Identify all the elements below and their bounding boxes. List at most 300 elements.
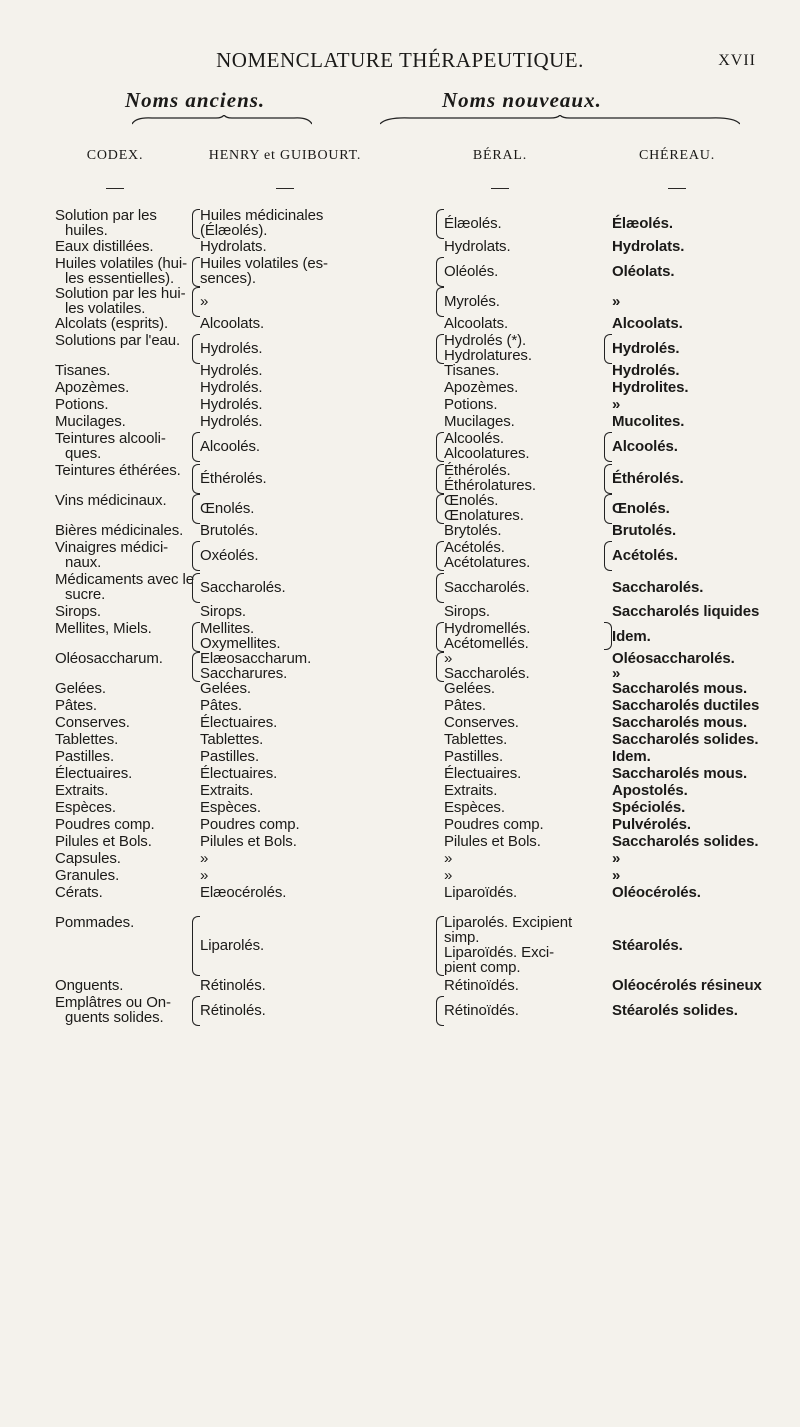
henry-cell	[200, 715, 277, 730]
codex-line: Bières médicinales.	[55, 522, 184, 539]
chereau-line: »	[612, 665, 621, 682]
codex-cell	[55, 681, 106, 696]
codex-line: les volatiles.	[65, 300, 146, 317]
beral-line: Brytolés.	[444, 522, 502, 539]
beral-cell	[444, 766, 521, 781]
chereau-cell	[612, 523, 676, 538]
beral-cell	[444, 216, 502, 231]
beral-cell	[444, 834, 541, 849]
henry-line: Alcoolats.	[200, 315, 265, 332]
henry-cell	[200, 1003, 266, 1018]
codex-line: Apozèmes.	[55, 379, 130, 396]
chereau-cell	[612, 294, 620, 309]
henry-cell	[200, 523, 258, 538]
henry-cell	[200, 978, 266, 993]
group-brace-new	[380, 115, 740, 125]
codex-line: Capsules.	[55, 850, 121, 867]
henry-cell	[200, 548, 258, 563]
henry-line: Œnolés.	[200, 499, 255, 517]
beral-line: Hydrolatures.	[444, 347, 532, 364]
grouping-brace	[192, 494, 200, 524]
codex-line: Médicaments avec le	[55, 571, 194, 588]
beral-line: Saccharolés.	[444, 578, 530, 596]
chereau-cell	[612, 341, 679, 356]
codex-line: Emplâtres ou On-	[55, 994, 171, 1011]
group-brace-old	[132, 115, 312, 125]
grouping-brace	[436, 432, 444, 462]
grouping-brace	[604, 432, 612, 462]
chereau-line: Acétolés.	[612, 546, 678, 564]
beral-cell	[444, 264, 498, 279]
codex-line: Tisanes.	[55, 362, 111, 379]
grouping-brace	[436, 622, 444, 652]
henry-line: Pâtes.	[200, 697, 242, 714]
codex-line: Pilules et Bols.	[55, 833, 152, 850]
chereau-line: Alcoolés.	[612, 437, 678, 455]
beral-cell	[444, 732, 507, 747]
beral-line: »	[444, 850, 453, 867]
beral-line: »	[444, 867, 453, 884]
beral-line: Pastilles.	[444, 748, 504, 765]
beral-line: Acétolatures.	[444, 554, 531, 571]
chereau-line: Saccharolés solides.	[612, 833, 759, 850]
henry-cell	[200, 885, 286, 900]
chereau-line: Apostolés.	[612, 782, 688, 799]
chereau-line: Hydrolats.	[612, 238, 685, 255]
chereau-line: Mucolites.	[612, 413, 685, 430]
henry-cell	[200, 414, 262, 429]
chereau-cell	[612, 681, 747, 696]
codex-cell	[55, 540, 168, 570]
chereau-line: Pulvérolés.	[612, 816, 691, 833]
henry-line: Liparolés.	[200, 936, 265, 954]
henry-line: Brutolés.	[200, 522, 259, 539]
chereau-line: Saccharolés solides.	[612, 731, 759, 748]
beral-cell	[444, 915, 572, 975]
beral-line: Éthérolatures.	[444, 477, 536, 494]
henry-cell	[200, 834, 297, 849]
beral-line: Œnolés.	[444, 492, 499, 509]
henry-cell	[200, 851, 208, 866]
codex-line: Huiles volatiles (hui-	[55, 255, 188, 272]
henry-line: Oxéolés.	[200, 546, 259, 564]
beral-cell	[444, 1003, 519, 1018]
chereau-cell	[612, 766, 747, 781]
dash	[491, 188, 509, 189]
henry-line: Hydrolés.	[200, 396, 263, 413]
beral-line: Tablettes.	[444, 731, 508, 748]
beral-line: Alcoolatures.	[444, 445, 530, 462]
chereau-cell	[612, 817, 691, 832]
grouping-brace	[192, 622, 200, 652]
codex-line: Pastilles.	[55, 748, 115, 765]
chereau-line: »	[612, 396, 621, 413]
chereau-cell	[612, 397, 620, 412]
beral-line: Mucilages.	[444, 413, 515, 430]
codex-line: Solutions par l'eau.	[55, 332, 181, 349]
beral-cell	[444, 715, 519, 730]
beral-line: Électuaires.	[444, 765, 522, 782]
beral-cell	[444, 885, 517, 900]
henry-cell	[200, 749, 259, 764]
codex-cell	[55, 256, 187, 286]
henry-line: Rétinolés.	[200, 1001, 266, 1019]
henry-cell	[200, 783, 253, 798]
beral-cell	[444, 749, 503, 764]
grouping-brace	[192, 464, 200, 494]
beral-cell	[444, 380, 518, 395]
beral-line: Poudres comp.	[444, 816, 544, 833]
chereau-cell	[612, 471, 684, 486]
beral-line: Rétinoïdés.	[444, 1001, 519, 1019]
chereau-line: Éthérolés.	[612, 469, 684, 487]
beral-line: Acétomellés.	[444, 635, 529, 652]
beral-cell	[444, 580, 530, 595]
column-groups	[0, 88, 800, 128]
beral-cell	[444, 463, 536, 493]
codex-cell	[55, 493, 167, 508]
chereau-line: Alcoolats.	[612, 315, 683, 332]
henry-cell	[200, 938, 264, 953]
codex-cell	[55, 915, 134, 930]
chereau-cell	[612, 868, 620, 883]
beral-line: simp.	[444, 929, 480, 946]
chereau-cell	[612, 651, 735, 681]
codex-line: Pâtes.	[55, 697, 97, 714]
chereau-cell	[612, 363, 679, 378]
grouping-brace	[604, 464, 612, 494]
henry-line: Elæosaccharum.	[200, 650, 312, 667]
chereau-line: Oléocérolés résineux	[612, 977, 762, 994]
grouping-brace	[436, 257, 444, 287]
henry-line: Hydrolats.	[200, 238, 267, 255]
beral-cell	[444, 397, 497, 412]
codex-line: Alcolats (esprits).	[55, 315, 169, 332]
codex-cell	[55, 463, 181, 478]
column-headers	[0, 148, 800, 172]
dash	[668, 188, 686, 189]
beral-line: Conserves.	[444, 714, 519, 731]
beral-line: Liparoïdés. Exci-	[444, 944, 555, 961]
codex-cell	[55, 868, 119, 883]
grouping-brace	[192, 573, 200, 603]
henry-line: Poudres comp.	[200, 816, 300, 833]
codex-line: Extraits.	[55, 782, 109, 799]
henry-line: Électuaires.	[200, 714, 278, 731]
henry-line: Hydrolés.	[200, 362, 263, 379]
chereau-line: »	[612, 850, 621, 867]
running-title: NOMENCLATURE THÉRAPEUTIQUE.	[216, 48, 584, 72]
codex-cell	[55, 380, 129, 395]
codex-line: Conserves.	[55, 714, 130, 731]
codex-cell	[55, 431, 166, 461]
dash	[276, 188, 294, 189]
chereau-cell	[612, 316, 683, 331]
chereau-line: Saccharolés.	[612, 578, 704, 596]
codex-cell	[55, 834, 152, 849]
codex-cell	[55, 397, 108, 412]
beral-cell	[444, 604, 490, 619]
grouping-brace	[192, 257, 200, 287]
henry-cell	[200, 604, 246, 619]
grouping-brace	[436, 916, 444, 976]
henry-cell	[200, 580, 286, 595]
grouping-brace	[192, 432, 200, 462]
chereau-line: Saccharolés ductiles	[612, 697, 760, 714]
chereau-cell	[612, 580, 703, 595]
chereau-line: »	[612, 867, 621, 884]
grouping-brace	[436, 334, 444, 364]
beral-cell	[444, 978, 519, 993]
henry-cell	[200, 239, 267, 254]
codex-line: naux.	[65, 554, 102, 571]
codex-cell	[55, 851, 121, 866]
codex-line: Pommades.	[55, 914, 135, 931]
chereau-cell	[612, 715, 747, 730]
henry-line: sences).	[200, 270, 256, 287]
henry-cell	[200, 363, 262, 378]
henry-cell	[200, 341, 262, 356]
chereau-line: Saccharolés liquides	[612, 603, 760, 620]
beral-line: Alcoolats.	[444, 315, 509, 332]
grouping-brace	[604, 494, 612, 524]
chereau-line: Idem.	[612, 748, 651, 765]
beral-line: Éthérolés.	[444, 462, 511, 479]
codex-cell	[55, 621, 152, 636]
henry-cell	[200, 681, 251, 696]
codex-cell	[55, 523, 183, 538]
beral-cell	[444, 523, 501, 538]
codex-line: Vinaigres médici-	[55, 539, 169, 556]
beral-cell	[444, 851, 452, 866]
chereau-line: »	[612, 292, 621, 310]
henry-line: »	[200, 850, 209, 867]
chereau-line: Oléocérolés.	[612, 884, 701, 901]
chereau-cell	[612, 216, 673, 231]
henry-line: Hydrolés.	[200, 413, 263, 430]
codex-cell	[55, 817, 155, 832]
henry-line: Saccharures.	[200, 665, 288, 682]
henry-cell	[200, 471, 267, 486]
beral-line: Pilules et Bols.	[444, 833, 541, 850]
grouping-brace	[192, 209, 200, 239]
beral-line: Tisanes.	[444, 362, 500, 379]
beral-cell	[444, 333, 532, 363]
codex-cell	[55, 239, 153, 254]
beral-line: Oléolés.	[444, 262, 499, 280]
chereau-line: Idem.	[612, 627, 651, 645]
codex-line: Granules.	[55, 867, 120, 884]
chereau-cell	[612, 604, 759, 619]
beral-cell	[444, 414, 515, 429]
henry-cell	[200, 698, 242, 713]
codex-line: Potions.	[55, 396, 109, 413]
codex-line: Solution par les	[55, 207, 157, 224]
group-title-new-names: Noms nouveaux.	[442, 88, 602, 112]
codex-line: Eaux distillées.	[55, 238, 154, 255]
chereau-line: Spéciolés.	[612, 799, 686, 816]
chereau-cell	[612, 629, 651, 644]
henry-line: Hydrolés.	[200, 339, 263, 357]
beral-cell	[444, 239, 511, 254]
beral-cell	[444, 621, 530, 651]
chereau-cell	[612, 783, 688, 798]
codex-cell	[55, 572, 194, 602]
beral-cell	[444, 363, 499, 378]
grouping-brace	[604, 334, 612, 364]
beral-cell	[444, 294, 500, 309]
beral-line: Gelées.	[444, 680, 495, 697]
henry-line: (Élæolés).	[200, 222, 268, 239]
beral-cell	[444, 868, 452, 883]
column-header-codex: CODEX.	[86, 148, 144, 163]
codex-line: Sirops.	[55, 603, 101, 620]
codex-line: Solution par les hui-	[55, 285, 186, 302]
beral-cell	[444, 651, 530, 681]
chereau-line: Stéarolés solides.	[612, 1001, 738, 1019]
henry-cell	[200, 256, 328, 286]
beral-line: Liparolés. Excipient	[444, 914, 573, 931]
codex-cell	[55, 715, 130, 730]
codex-line: sucre.	[65, 586, 106, 603]
chereau-cell	[612, 501, 670, 516]
codex-cell	[55, 651, 163, 666]
grouping-brace	[436, 652, 444, 682]
chereau-line: Saccharolés mous.	[612, 680, 748, 697]
beral-line: Œnolatures.	[444, 507, 524, 524]
beral-line: Potions.	[444, 396, 498, 413]
henry-line: Oxymellites.	[200, 635, 281, 652]
beral-cell	[444, 800, 505, 815]
nomenclature-table	[0, 208, 800, 1418]
column-header-henry-guibourt: HENRY et GUIBOURT.	[208, 148, 362, 163]
grouping-brace	[604, 622, 612, 650]
beral-line: Liparoïdés.	[444, 884, 518, 901]
beral-cell	[444, 493, 524, 523]
beral-line: Acétolés.	[444, 539, 505, 556]
codex-line: Vins médicinaux.	[55, 492, 167, 509]
henry-cell	[200, 766, 277, 781]
henry-cell	[200, 868, 208, 883]
henry-cell	[200, 501, 254, 516]
henry-cell	[200, 817, 300, 832]
chereau-line: Saccharolés mous.	[612, 714, 748, 731]
codex-cell	[55, 766, 132, 781]
grouping-brace	[192, 652, 200, 682]
page-number: XVII	[718, 52, 756, 69]
henry-line: Elæocérolés.	[200, 884, 287, 901]
chereau-cell	[612, 732, 758, 747]
beral-cell	[444, 681, 495, 696]
grouping-brace	[604, 541, 612, 571]
codex-cell	[55, 414, 126, 429]
chereau-line: Hydrolites.	[612, 379, 689, 396]
grouping-brace	[436, 996, 444, 1026]
chereau-cell	[612, 851, 620, 866]
henry-cell	[200, 294, 208, 309]
chereau-cell	[612, 239, 684, 254]
codex-cell	[55, 208, 157, 238]
codex-cell	[55, 333, 180, 348]
beral-cell	[444, 783, 497, 798]
group-title-old-names: Noms anciens.	[125, 88, 266, 112]
chereau-line: Oléolats.	[612, 262, 675, 280]
henry-line: Rétinolés.	[200, 977, 266, 994]
chereau-cell	[612, 938, 683, 953]
codex-cell	[55, 800, 116, 815]
grouping-brace	[192, 996, 200, 1026]
codex-cell	[55, 885, 103, 900]
chereau-cell	[612, 749, 651, 764]
henry-line: Sirops.	[200, 603, 246, 620]
beral-line: Saccharolés.	[444, 665, 530, 682]
beral-cell	[444, 431, 529, 461]
beral-line: Sirops.	[444, 603, 490, 620]
grouping-brace	[192, 541, 200, 571]
codex-cell	[55, 995, 171, 1025]
codex-cell	[55, 732, 118, 747]
henry-line: Électuaires.	[200, 765, 278, 782]
grouping-brace	[192, 334, 200, 364]
beral-line: »	[444, 650, 453, 667]
codex-line: Gelées.	[55, 680, 106, 697]
henry-line: Gelées.	[200, 680, 251, 697]
beral-cell	[444, 540, 530, 570]
chereau-cell	[612, 800, 685, 815]
codex-line: huiles.	[65, 222, 108, 239]
beral-line: Extraits.	[444, 782, 498, 799]
grouping-brace	[436, 464, 444, 494]
henry-line: Extraits.	[200, 782, 254, 799]
henry-cell	[200, 380, 262, 395]
beral-line: Élæolés.	[444, 214, 502, 232]
henry-line: Pastilles.	[200, 748, 260, 765]
henry-line: Espèces.	[200, 799, 261, 816]
chereau-cell	[612, 885, 701, 900]
column-header-beral: BÉRAL.	[472, 148, 528, 163]
chereau-cell	[612, 264, 674, 279]
chereau-line: Hydrolés.	[612, 339, 680, 357]
chereau-line: Saccharolés mous.	[612, 765, 748, 782]
henry-line: Pilules et Bols.	[200, 833, 297, 850]
beral-line: Alcoolés.	[444, 430, 504, 447]
beral-line: Pâtes.	[444, 697, 486, 714]
chereau-line: Œnolés.	[612, 499, 670, 517]
henry-cell	[200, 208, 323, 238]
henry-cell	[200, 397, 262, 412]
chereau-line: Hydrolés.	[612, 362, 680, 379]
codex-cell	[55, 604, 101, 619]
henry-line: Tablettes.	[200, 731, 264, 748]
codex-line: guents solides.	[65, 1009, 164, 1026]
beral-line: Hydrolés (*).	[444, 332, 527, 349]
henry-line: Huiles volatiles (es-	[200, 255, 328, 272]
beral-line: Myrolés.	[444, 292, 500, 310]
codex-line: Électuaires.	[55, 765, 133, 782]
chereau-line: Oléosaccharolés.	[612, 650, 735, 667]
running-head	[0, 48, 800, 78]
beral-cell	[444, 817, 544, 832]
chereau-line: Élæolés.	[612, 214, 673, 232]
grouping-brace	[436, 573, 444, 603]
henry-line: »	[200, 867, 209, 884]
henry-line: »	[200, 292, 209, 310]
chereau-line: Stéarolés.	[612, 936, 683, 954]
henry-line: Alcoolés.	[200, 437, 260, 455]
codex-cell	[55, 698, 97, 713]
chereau-cell	[612, 548, 678, 563]
henry-cell	[200, 800, 261, 815]
